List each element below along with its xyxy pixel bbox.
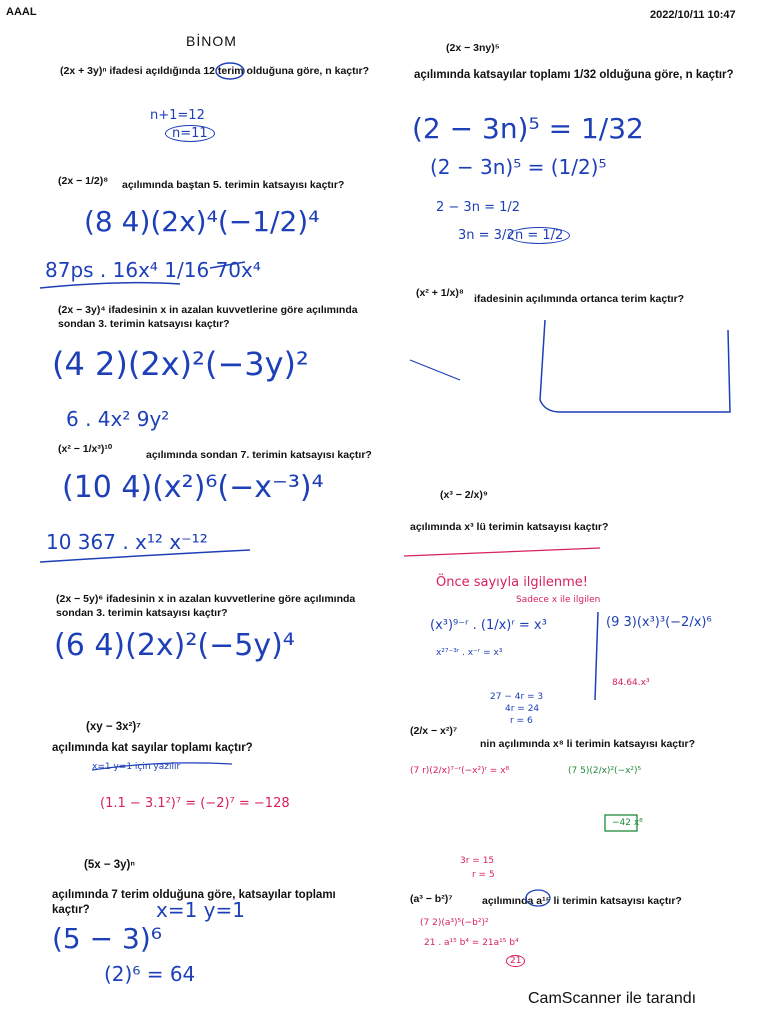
answer-10-line-4: 4r = 24 xyxy=(505,704,540,714)
answer-8-line-2: (2 − 3n)⁵ = (1/2)⁵ xyxy=(430,155,607,179)
answer-5-line-1: (6 4)(2x)²(−5y)⁴ xyxy=(54,628,295,663)
answer-11-line-1: (7 r)(2/x)⁷⁻ʳ(−x²)ʳ = x⁸ xyxy=(410,766,510,776)
question-7: açılımında 7 terim olduğuna göre, katsayılar toplamı kaçtır? xyxy=(52,889,336,916)
answer-3-line-2: 6 . 4x² 9y² xyxy=(66,407,170,431)
question-2-expr: (2x − 1/2)⁸ xyxy=(58,175,109,187)
page-title: BİNOM xyxy=(186,33,237,49)
answer-11-line-2: (7 5)(2/x)²(−x²)⁵ xyxy=(568,766,642,776)
answer-10-line-2: x²⁷⁻³ʳ . x⁻ʳ = x³ xyxy=(436,648,503,658)
answer-11-line-3: −42 x⁸ xyxy=(612,818,643,828)
answer-4-line-1: (10 4)(x²)⁶(−x⁻³)⁴ xyxy=(62,470,324,505)
question-11: nin açılımında x⁸ li terimin katsayısı kaçtır? xyxy=(480,738,696,750)
question-8-expr: (2x − 3ny)⁵ xyxy=(446,42,500,54)
question-12-expr: (a³ − b²)⁷ xyxy=(410,893,453,905)
answer-10-side-1: (9 3)(x³)³(−2/x)⁶ xyxy=(606,615,712,630)
answer-10-note-1: Önce sayıyla ilgilenme! xyxy=(436,575,589,590)
answer-1-line-2: n=11 xyxy=(165,126,215,141)
question-9: ifadesinin açılımında ortanca terim kaçtır? xyxy=(474,293,685,305)
question-12: açılımında a¹⁵ li terimin katsayısı kaçtır? xyxy=(482,895,682,907)
question-5: (2x − 5y)⁶ ifadesinin x in azalan kuvvetlerine göre açılımında sondan 3. terimin katsayısı kaçtır? xyxy=(56,593,356,619)
answer-4-line-2: 10 367 . x¹² x⁻¹² xyxy=(46,530,208,554)
question-11-expr: (2/x − x²)⁷ xyxy=(410,725,458,737)
answer-8-line-5: n = 1/2 xyxy=(508,228,570,243)
answer-7-line-1: x=1 y=1 xyxy=(156,898,245,922)
question-1: (2x + 3y)ⁿ ifadesi açıldığında 12 terim olduğuna göre, n kaçtır? xyxy=(60,65,370,77)
answer-8-line-3: 2 − 3n = 1/2 xyxy=(436,200,521,215)
question-10-expr: (x³ − 2/x)⁹ xyxy=(440,489,488,501)
answer-11-line-4: 3r = 15 xyxy=(460,856,495,866)
answer-1-line-1: n+1=12 xyxy=(150,108,205,123)
answer-12-line-3: 21 xyxy=(506,956,525,966)
answer-12-line-2: 21 . a¹⁵ b⁴ = 21a¹⁵ b⁴ xyxy=(424,938,519,948)
question-8: açılımında katsayılar toplamı 1/32 olduğuna göre, n kaçtır? xyxy=(414,69,734,81)
question-4: açılımında sondan 7. terimin katsayısı kaçtır? xyxy=(146,449,372,461)
answer-8-line-4: 3n = 3/2 xyxy=(458,228,515,243)
question-6-expr: (xy − 3x²)⁷ xyxy=(86,721,141,733)
answer-10-side-2: 84.64.x³ xyxy=(612,678,650,688)
answer-2-line-1: (8 4)(2x)⁴(−1/2)⁴ xyxy=(84,205,320,238)
question-9-expr: (x² + 1/x)⁸ xyxy=(416,287,464,299)
answer-6-line-2: (1.1 − 3.1²)⁷ = (−2)⁷ = −128 xyxy=(100,796,290,811)
question-7-expr: (5x − 3y)ⁿ xyxy=(84,859,135,871)
answer-10-line-3: 27 − 4r = 3 xyxy=(490,692,544,702)
answer-3-line-1: (4 2)(2x)²(−3y)² xyxy=(52,345,309,383)
answer-12-line-1: (7 2)(a³)⁵(−b²)² xyxy=(420,918,489,928)
question-4-expr: (x² − 1/x³)¹⁰ xyxy=(58,443,113,455)
answer-8-line-1: (2 − 3n)⁵ = 1/32 xyxy=(412,112,644,145)
question-10: açılımında x³ lü terimin katsayısı kaçtır? xyxy=(410,521,609,533)
answer-10-line-1: (x³)⁹⁻ʳ . (1/x)ʳ = x³ xyxy=(430,618,547,633)
question-2: açılımında baştan 5. terimin katsayısı kaçtır? xyxy=(122,179,345,191)
answer-2-line-2: 87ps . 16x⁴ 1/16 70x⁴ xyxy=(45,258,261,282)
answer-7-line-3: (2)⁶ = 64 xyxy=(104,962,196,986)
answer-6-line-1: x=1 y=1 için yazılır xyxy=(92,762,181,772)
scan-timestamp: 2022/10/11 10:47 xyxy=(650,9,736,21)
brand-label: AAAL xyxy=(6,6,37,18)
answer-7-line-2: (5 − 3)⁶ xyxy=(52,922,162,955)
scanner-watermark: CamScanner ile tarandı xyxy=(528,990,697,1007)
answer-10-note-2: Sadece x ile ilgilen xyxy=(516,595,601,605)
question-3: (2x − 3y)⁴ ifadesinin x in azalan kuvvetlerine göre açılımında sondan 3. terimin katsayısı kaçtır? xyxy=(58,304,358,330)
question-6: açılımında kat sayılar toplamı kaçtır? xyxy=(52,742,253,754)
answer-10-line-5: r = 6 xyxy=(510,716,533,726)
answer-11-line-5: r = 5 xyxy=(472,870,495,880)
